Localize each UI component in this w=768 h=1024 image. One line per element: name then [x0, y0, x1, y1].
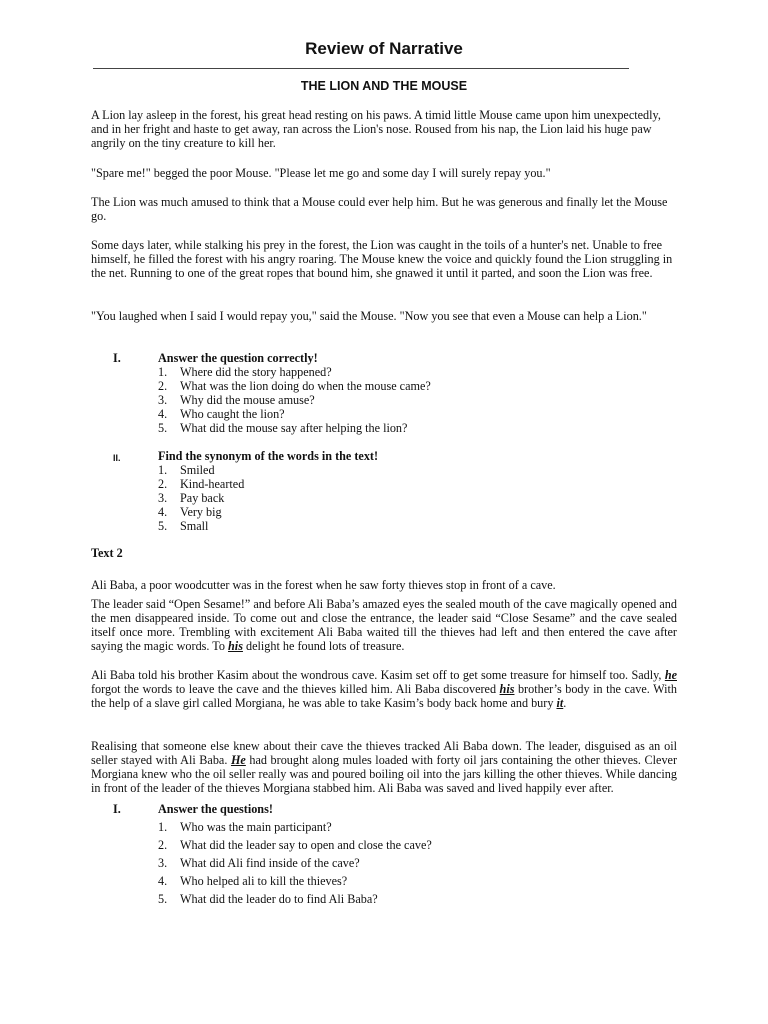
list-item	[0, 365, 768, 379]
item-text: What did the leader do to find Ali Baba?	[180, 892, 378, 906]
item-text: Kind-hearted	[180, 477, 245, 491]
item-number: 5.	[158, 892, 168, 906]
item-number: 3.	[158, 491, 168, 505]
document-title: Review of Narrative	[305, 39, 463, 58]
item-text: What was the lion doing do when the mouse came?	[180, 379, 431, 393]
section-3-numeral: I.	[113, 802, 121, 816]
section-1-questions	[0, 365, 768, 435]
item-number: 4.	[158, 407, 168, 421]
item-number: 1.	[158, 820, 168, 834]
paragraph-text: brother’s body in the cave. With the help of a slave girl called Morgiana, he was able to take Kasim’s body back home and bury	[91, 682, 677, 710]
item-number: 4.	[158, 874, 168, 888]
emphasized-word: it	[556, 696, 564, 710]
emphasized-word: his	[499, 682, 515, 696]
title-divider	[93, 68, 629, 69]
item-number: 2.	[158, 838, 168, 852]
emphasized-word: his	[228, 639, 243, 653]
item-text: What did the leader say to open and close the cave?	[180, 838, 432, 852]
list-item	[0, 463, 768, 477]
item-number: 5.	[158, 421, 168, 435]
item-number: 4.	[158, 505, 168, 519]
item-text: Very big	[180, 505, 222, 519]
story-paragraph-2: "Spare me!" begged the poor Mouse. "Please let me go and some day I will surely repay you."	[91, 166, 551, 180]
list-item	[0, 856, 768, 874]
text-2-paragraph-1: Ali Baba, a poor woodcutter was in the forest when he saw forty thieves stop in front of a cave.	[91, 578, 556, 592]
list-item	[0, 379, 768, 393]
item-text: Pay back	[180, 491, 225, 505]
list-item	[0, 491, 768, 505]
list-item	[0, 820, 768, 838]
list-item	[0, 874, 768, 892]
item-text: Why did the mouse amuse?	[180, 393, 315, 407]
section-2-numeral: II.	[113, 453, 121, 463]
story-paragraph-5: "You laughed when I said I would repay you," said the Mouse. "Now you see that even a Mouse can help a Lion."	[91, 309, 647, 323]
list-item	[0, 838, 768, 856]
item-number: 5.	[158, 519, 168, 533]
list-item	[0, 505, 768, 519]
paragraph-text: delight he found lots of treasure.	[242, 639, 405, 653]
text-2-paragraph-3	[91, 668, 677, 710]
list-item	[0, 477, 768, 491]
item-text: What did the mouse say after helping the lion?	[180, 421, 408, 435]
item-text: Who helped ali to kill the thieves?	[180, 874, 348, 888]
item-text: Smiled	[180, 463, 215, 477]
item-text: Where did the story happened?	[180, 365, 332, 379]
paragraph-text: Ali Baba told his brother Kasim about the wondrous cave. Kasim set off to get some treasure for himself too. Sadly,	[91, 668, 665, 682]
list-item	[0, 421, 768, 435]
section-3-title: Answer the questions!	[158, 802, 273, 816]
item-number: 3.	[158, 393, 168, 407]
list-item	[0, 407, 768, 421]
list-item	[0, 519, 768, 533]
emphasized-word: He	[230, 753, 246, 767]
section-2-heading	[0, 449, 768, 463]
list-item	[0, 892, 768, 910]
section-2-words	[0, 463, 768, 533]
paragraph-text: Realising that someone else knew about their cave the thieves tracked Ali Baba down. The leader, disguised as an oil seller stayed with Ali Baba.	[91, 739, 677, 767]
item-text: Who was the main participant?	[180, 820, 332, 834]
list-item	[0, 393, 768, 407]
story-paragraph-3: The Lion was much amused to think that a Mouse could ever help him. But he was generous and finally let the Mouse go.	[91, 195, 668, 223]
story-title: THE LION AND THE MOUSE	[300, 79, 468, 93]
section-2-title: Find the synonym of the words in the text!	[158, 449, 379, 463]
paragraph-text: forgot the words to leave the cave and the thieves killed him. Ali Baba discovered	[91, 682, 500, 696]
story-paragraph-1: A Lion lay asleep in the forest, his great head resting on his paws. A timid little Mouse came upon him unexpectedly, and in her fright and haste to get away, ran across the Lion's nose. Roused from his nap, the Lion laid his huge paw angrily on the tiny creature to kill her.	[91, 108, 661, 150]
item-text: Who caught the lion?	[180, 407, 285, 421]
item-text: What did Ali find inside of the cave?	[180, 856, 360, 870]
emphasized-word: he	[664, 668, 677, 682]
item-number: 2.	[158, 477, 168, 491]
section-3-heading	[0, 802, 768, 816]
section-1-title: Answer the question correctly!	[158, 351, 318, 365]
paragraph-text: had brought along mules loaded with forty oil jars containing the other thieves. Clever Morgiana knew who the oil seller really was and poured boiling oil into the jars killing the other thieves. While dancing in front of the leader of the thieves Morgiana stabbed him. Ali Baba was saved and lived happily ever after.	[91, 753, 678, 795]
item-number: 1.	[158, 463, 168, 477]
text-2-paragraph-4	[91, 739, 677, 795]
item-text: Small	[180, 519, 209, 533]
paragraph-text: .	[563, 696, 567, 710]
section-1-numeral: I.	[113, 351, 121, 365]
item-number: 3.	[158, 856, 168, 870]
story-paragraph-4: Some days later, while stalking his prey in the forest, the Lion was caught in the toils of a hunter's net. Unable to free himself, he filled the forest with his angry roaring. The Mouse knew the voice and quickly found the Lion struggling in the net. Running to one of the great ropes that bound him, she gnawed it until it parted, and soon the Lion was free.	[91, 238, 673, 280]
section-1-heading	[0, 351, 768, 365]
item-number: 2.	[158, 379, 168, 393]
text-2-label: Text 2	[91, 546, 123, 560]
section-3-questions	[0, 820, 768, 910]
text-2-paragraph-2	[91, 597, 677, 653]
paragraph-text: The leader said “Open Sesame!” and before Ali Baba’s amazed eyes the sealed mouth of the cave magically opened and the men disappeared inside. To come out and close the entrance, the leader said “Close Sesame” and the cave sealed itself once more. Trembling with excitement Ali Baba waited till the thieves had left and then entered the cave after saying the magic words. To	[91, 597, 677, 653]
item-number: 1.	[158, 365, 168, 379]
